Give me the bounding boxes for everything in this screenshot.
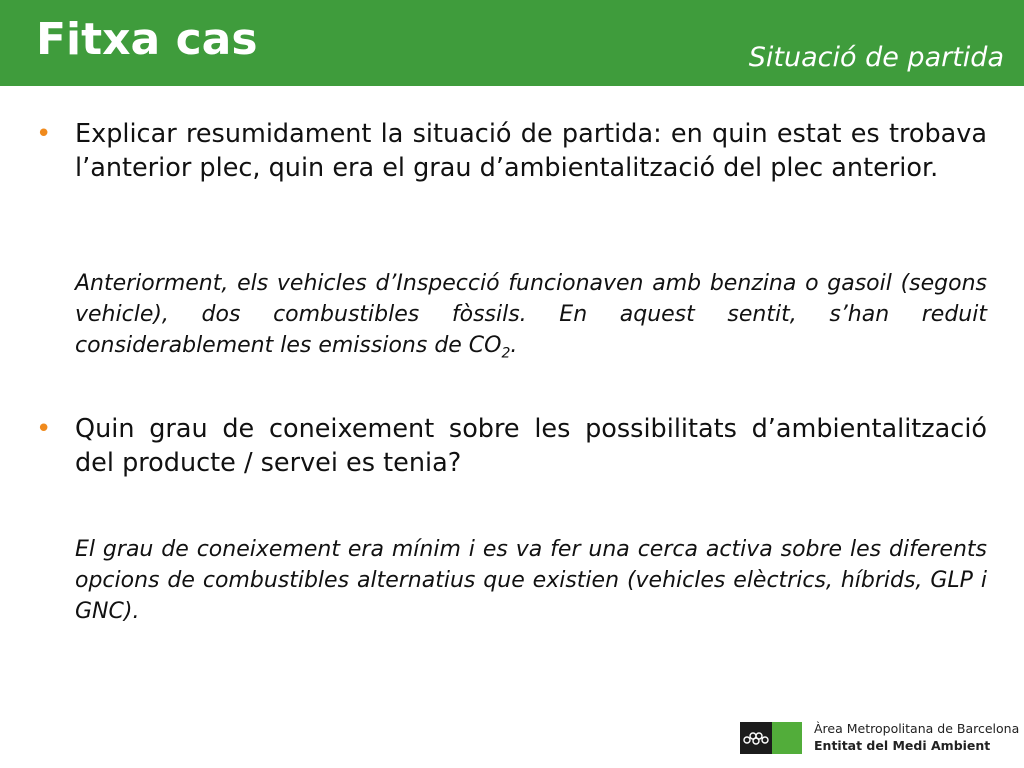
bullet-icon: •	[36, 414, 52, 444]
logo-text	[814, 720, 1019, 754]
answer-1-text: Anteriorment, els vehicles d’Inspecció funcionaven amb benzina o gasoil (segons vehicle), dos combustibles fòssils. En aquest sentit, s’han reduit considerablement les emissions de CO	[75, 271, 987, 358]
answer-1-subscript: 2	[501, 345, 511, 362]
organization-logo	[740, 720, 1020, 756]
org-name-line2: Entitat del Medi Ambient	[814, 738, 991, 753]
slide-title: Fitxa cas	[36, 14, 258, 65]
answer-1-tail: .	[510, 333, 518, 358]
slide-subtitle: Situació de partida	[748, 42, 1004, 73]
logo-emblem-icon	[740, 722, 772, 754]
answer-2: El grau de coneixement era mínim i es va fer una cerca activa sobre les diferents opcions de combustibles alternatius que existien (vehicles elèctrics, híbrids, GLP i GNC).	[75, 537, 987, 624]
question-1: Explicar resumidament la situació de partida: en quin estat es trobava l’anterior plec, quin era el grau d’ambientalització del plec anterior.	[75, 119, 987, 183]
bullet-icon: •	[36, 119, 52, 149]
org-name-line1: Àrea Metropolitana de Barcelona	[814, 721, 1020, 736]
answer-1	[75, 268, 987, 361]
logo-mark	[740, 722, 802, 754]
question-2: Quin grau de coneixement sobre les possibilitats d’ambientalització del producte / servei es tenia?	[75, 414, 987, 478]
logo-green-block	[772, 722, 802, 754]
